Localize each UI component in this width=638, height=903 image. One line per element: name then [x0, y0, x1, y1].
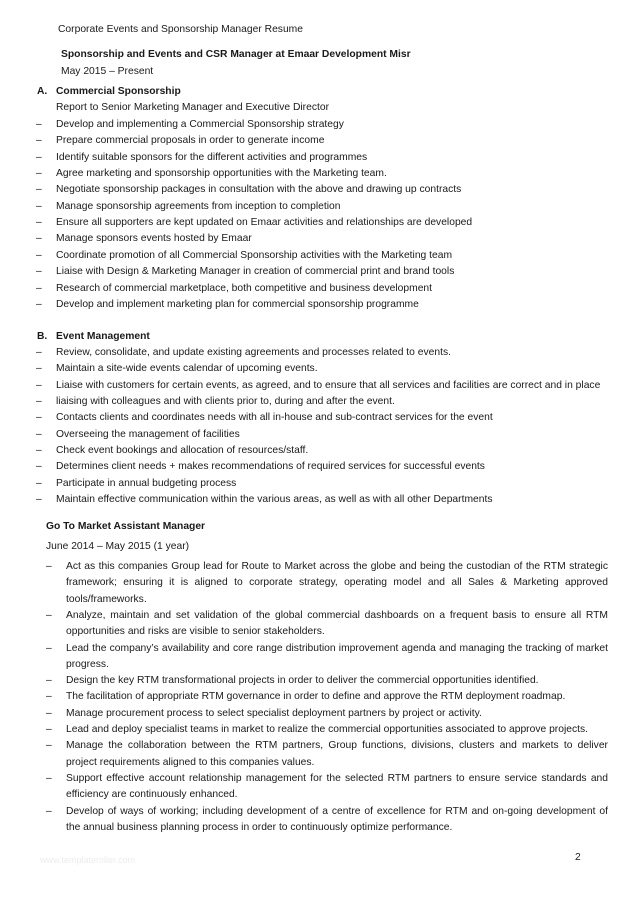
- section-letter: A.: [37, 86, 48, 97]
- list-item-line: tools/frameworks.: [66, 593, 147, 605]
- dash-bullet: –: [36, 428, 42, 440]
- dash-bullet: –: [36, 445, 42, 457]
- list-item: liaising with colleagues and with clients prior to, during and after the event.: [56, 396, 395, 408]
- dash-bullet: –: [46, 642, 52, 654]
- list-item-line: Manage the collaboration between the RTM partners, Group functions, divisions, clusters and markets to deliver: [66, 740, 608, 752]
- dash-bullet: –: [46, 724, 52, 735]
- dash-bullet: –: [46, 740, 52, 752]
- dash-bullet: –: [36, 217, 42, 229]
- list-item: Ensure all supporters are kept updated on Emaar activities and relationships are developed: [56, 217, 473, 229]
- list-item: Determines client needs + makes recommendations of required services for successful events: [56, 461, 485, 473]
- dash-bullet: –: [36, 379, 42, 391]
- job-title: Go To Market Assistant Manager: [46, 521, 206, 532]
- list-item: Participate in annual budgeting process: [56, 477, 237, 489]
- dash-bullet: –: [46, 805, 52, 817]
- list-item: [66, 689, 608, 705]
- dash-bullet: –: [36, 151, 42, 163]
- list-item: Identify suitable sponsors for the different activities and programmes: [56, 151, 368, 163]
- section-heading: Event Management: [56, 331, 150, 342]
- dash-bullet: –: [36, 282, 42, 294]
- dash-bullet: –: [36, 266, 42, 278]
- list-item: [66, 722, 608, 738]
- job-title: Sponsorship and Events and CSR Manager at Emaar Development Misr: [61, 49, 411, 60]
- list-item: Develop and implement marketing plan for commercial sponsorship programme: [56, 298, 419, 310]
- list-item: Overseeing the management of facilities: [56, 428, 240, 440]
- dash-bullet: –: [36, 412, 42, 424]
- page-number: 2: [575, 852, 581, 863]
- job-dates: May 2015 – Present: [61, 66, 154, 77]
- dash-bullet: –: [36, 135, 42, 147]
- list-item-line: Act as this companies Group lead for Route to Market across the globe and being the custodian of the RTM strategic: [66, 561, 608, 572]
- list-item: Prepare commercial proposals in order to generate income: [56, 135, 325, 147]
- list-item: Agree marketing and sponsorship opportunities with the Marketing team.: [56, 168, 387, 180]
- dash-bullet: –: [36, 184, 42, 196]
- list-item-line: opportunities and risks are visible to senior stakeholders.: [66, 626, 325, 638]
- dash-bullet: –: [36, 396, 42, 408]
- report-line: Report to Senior Marketing Manager and Executive Director: [56, 102, 329, 113]
- list-item-line: Support effective account relationship management for the selected RTM partners to ensure service standards and: [66, 772, 608, 784]
- dash-bullet: –: [36, 233, 42, 245]
- list-item-line: The facilitation of appropriate RTM governance in order to define and approve the RTM deployment roadmap.: [66, 691, 566, 703]
- dash-bullet: –: [36, 119, 42, 130]
- dash-bullet: –: [36, 168, 42, 180]
- list-item-line: Manage procurement process to select specialist deployment partners by project or activity.: [66, 707, 482, 719]
- dash-bullet: –: [46, 772, 52, 784]
- dash-bullet: –: [36, 477, 42, 489]
- list-item: Manage sponsorship agreements from inception to completion: [56, 200, 341, 212]
- list-item-line: framework; ensuring it is aligned to corporate strategy, operating model and all Sales & Marketing approved: [66, 577, 608, 589]
- list-item: Research of commercial marketplace, both competitive and business development: [56, 282, 433, 294]
- watermark: www.templateroller.com: [40, 855, 136, 865]
- list-item: Check event bookings and allocation of resources/staff.: [56, 445, 309, 457]
- list-item: Manage sponsors events hosted by Emaar: [56, 233, 252, 245]
- dash-bullet: –: [36, 461, 42, 473]
- list-item: [66, 673, 608, 689]
- job-dates: June 2014 – May 2015 (1 year): [46, 541, 190, 552]
- list-item: Develop and implementing a Commercial Sponsorship strategy: [56, 119, 344, 130]
- list-item: Maintain a site-wide events calendar of upcoming events.: [56, 363, 318, 375]
- list-item: Contacts clients and coordinates needs with all in-house and sub-contract services for the event: [56, 412, 493, 424]
- list-item-line: Lead the company’s availability and core range distribution improvement agenda and managing the tracking of market: [66, 642, 608, 654]
- list-item: [66, 641, 608, 674]
- document-title: Corporate Events and Sponsorship Manager Resume: [58, 24, 303, 35]
- list-item: [66, 738, 608, 771]
- list-item: Liaise with Design & Marketing Manager in creation of commercial print and brand tools: [56, 266, 455, 278]
- section-heading: Commercial Sponsorship: [56, 86, 181, 97]
- list-item: [66, 771, 608, 804]
- list-item-line: Analyze, maintain and set validation of the global commercial dashboards on a frequent basis to ensure all RTM: [66, 609, 608, 621]
- dash-bullet: –: [46, 675, 52, 687]
- list-item-line: project requirements aligned to this companies values.: [66, 756, 315, 768]
- list-item: Review, consolidate, and update existing agreements and processes related to events.: [56, 347, 451, 358]
- list-item: Negotiate sponsorship packages in consultation with the above and drawing up contracts: [56, 184, 462, 196]
- section-letter: B.: [37, 331, 48, 342]
- list-item-line: efficiency are continuously enhanced.: [66, 789, 238, 801]
- list-item: [66, 608, 608, 641]
- dash-bullet: –: [46, 609, 52, 621]
- dash-bullet: –: [46, 561, 52, 572]
- list-item: Coordinate promotion of all Commercial Sponsorship activities with the Marketing team: [56, 249, 453, 261]
- dash-bullet: –: [36, 347, 42, 358]
- dash-bullet: –: [46, 707, 52, 719]
- dash-bullet: –: [36, 200, 42, 212]
- list-item-line: Lead and deploy specialist teams in market to realize the commercial opportunities associated to approve projects.: [66, 724, 588, 735]
- list-item: Maintain effective communication within the various areas, as well as with all other Departments: [56, 494, 493, 506]
- list-item: Liaise with customers for certain events, as agreed, and to ensure that all services and facilities are correct and in place: [56, 379, 601, 391]
- list-item-line: Develop of ways of working; including development of a centre of excellence for RTM and on-going development of: [66, 805, 608, 817]
- list-item-line: Design the key RTM transformational projects in order to deliver the commercial opportunities identified.: [66, 675, 539, 687]
- list-item: [66, 804, 608, 837]
- dash-bullet: –: [36, 298, 42, 310]
- list-item: [66, 559, 608, 608]
- list-item-line: the annual business planning process in order to continuously optimize performance.: [66, 821, 453, 833]
- dash-bullet: –: [36, 363, 42, 375]
- dash-bullet: –: [36, 249, 42, 261]
- list-item: [66, 706, 608, 722]
- dash-bullet: –: [36, 494, 42, 506]
- dash-bullet: –: [46, 691, 52, 703]
- list-item-line: progress.: [66, 658, 109, 670]
